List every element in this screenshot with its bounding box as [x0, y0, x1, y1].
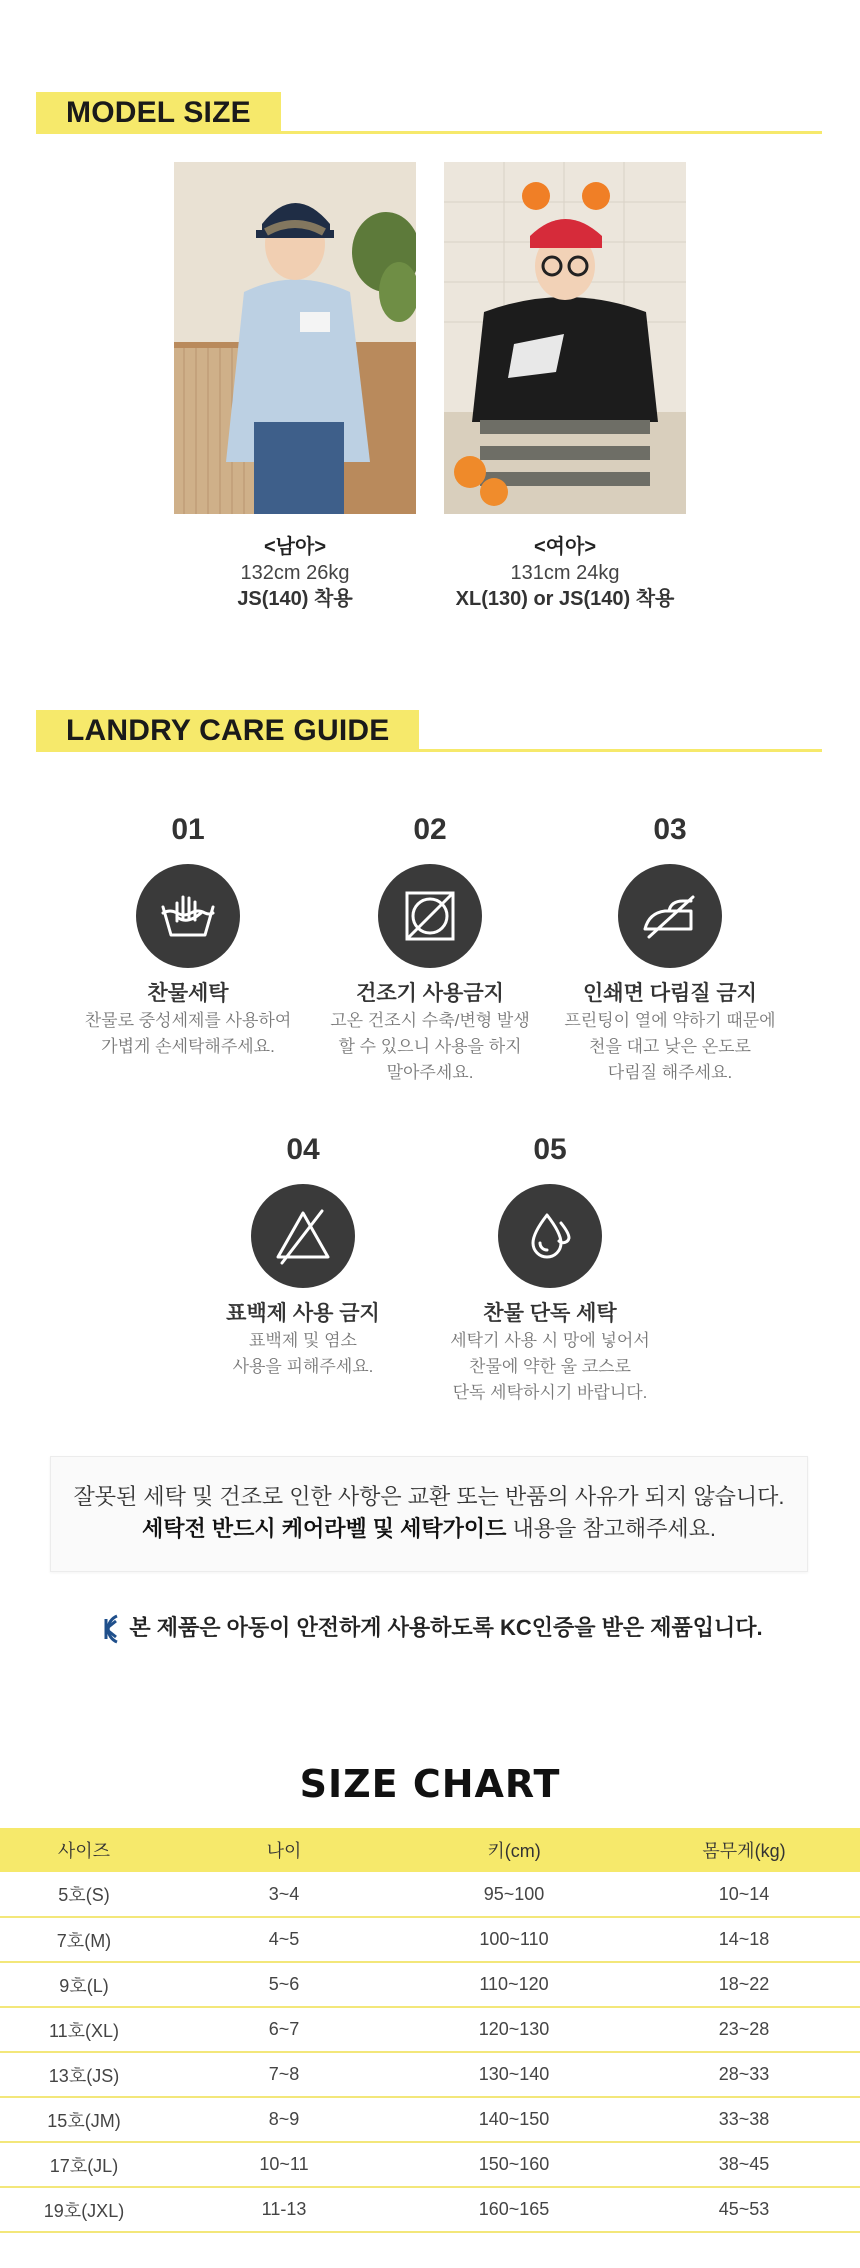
care-title: 표백제 사용 금지	[226, 1302, 380, 1325]
table-cell: 7~8	[168, 2052, 400, 2097]
model-label: <남아>	[264, 536, 326, 558]
kc-mark-icon	[97, 1613, 121, 1645]
model-size-heading: MODEL SIZE	[36, 92, 281, 134]
table-cell: 10~11	[168, 2142, 400, 2187]
care-guide-heading: LANDRY CARE GUIDE	[36, 710, 419, 752]
column-header: 나이	[168, 1828, 400, 1872]
wash-notice-box	[50, 1456, 808, 1572]
table-cell: 33~38	[628, 2097, 860, 2142]
care-icon-circle	[378, 864, 482, 968]
care-icon-circle	[618, 864, 722, 968]
care-item-no-iron-print	[555, 810, 785, 1086]
table-cell: 19호(JXL)	[0, 2187, 168, 2232]
kc-text: 본 제품은 아동이 안전하게 사용하도록 KC인증을 받은 제품입니다.	[129, 1615, 763, 1640]
care-icon-circle	[251, 1184, 355, 1288]
table-cell: 17호(JL)	[0, 2142, 168, 2187]
notice-line-2-rest: 내용을 참고해주세요.	[506, 1516, 717, 1541]
table-row	[0, 2052, 860, 2097]
care-desc-line: 표백제 및 염소	[249, 1331, 357, 1350]
model-fit-size: XL(130) or JS(140) 착용	[455, 588, 675, 610]
table-cell: 23~28	[628, 2007, 860, 2052]
table-row	[0, 2142, 860, 2187]
table-cell: 160~165	[400, 2187, 628, 2232]
care-desc-line: 찬물에 약한 울 코스로	[469, 1357, 631, 1376]
no-tumble-dry-icon	[399, 885, 461, 947]
table-cell: 4~5	[168, 1917, 400, 1962]
care-title: 찬물세탁	[147, 982, 229, 1005]
water-drop-icon	[519, 1205, 581, 1267]
care-item-no-dryer	[315, 810, 545, 1086]
size-chart-title: SIZE CHART	[299, 1762, 561, 1806]
table-cell: 7호(M)	[0, 1917, 168, 1962]
model-fit-size: JS(140) 착용	[237, 588, 353, 610]
column-header: 몸무게(kg)	[628, 1828, 860, 1872]
table-row	[0, 2187, 860, 2232]
model-stats: 131cm 24kg	[510, 562, 620, 584]
table-cell: 100~110	[400, 1917, 628, 1962]
care-item-hand-wash	[73, 810, 303, 1060]
care-desc-line: 단독 세탁하시기 바랍니다.	[452, 1383, 648, 1402]
care-description	[435, 1328, 665, 1406]
table-cell: 10~14	[628, 1872, 860, 1917]
care-icon-circle	[498, 1184, 602, 1288]
table-row	[0, 2007, 860, 2052]
table-cell: 28~33	[628, 2052, 860, 2097]
table-cell: 140~150	[400, 2097, 628, 2142]
care-desc-line: 고온 건조시 수축/변형 발생	[330, 1011, 530, 1030]
girl-model-photo	[444, 162, 686, 514]
table-cell: 38~45	[628, 2142, 860, 2187]
care-desc-line: 다림질 해주세요.	[607, 1063, 733, 1082]
table-cell: 150~160	[400, 2142, 628, 2187]
care-desc-line: 할 수 있으니 사용을 하지	[338, 1037, 522, 1056]
table-row	[0, 1917, 860, 1962]
hand-wash-icon	[157, 885, 219, 947]
table-cell: 13호(JS)	[0, 2052, 168, 2097]
care-title: 건조기 사용금지	[356, 982, 504, 1005]
care-number: 02	[413, 813, 447, 846]
boy-model-caption	[145, 534, 445, 612]
care-description	[188, 1328, 418, 1380]
table-cell: 120~130	[400, 2007, 628, 2052]
care-desc-line: 말아주세요.	[386, 1063, 474, 1082]
care-description	[73, 1008, 303, 1060]
care-desc-line: 가볍게 손세탁해주세요.	[101, 1037, 275, 1056]
care-icon-circle	[136, 864, 240, 968]
notice-line-1: 잘못된 세탁 및 건조로 인한 사항은 교환 또는 반품의 사유가 되지 않습니다.	[73, 1484, 785, 1509]
care-item-cold-wash-alone	[435, 1130, 665, 1406]
care-desc-line: 세탁기 사용 시 망에 넣어서	[450, 1331, 650, 1350]
care-number: 03	[653, 813, 687, 846]
table-cell: 5호(S)	[0, 1872, 168, 1917]
column-header: 키(cm)	[400, 1828, 628, 1872]
notice-line-2	[51, 1513, 807, 1545]
table-cell: 5~6	[168, 1962, 400, 2007]
table-cell: 45~53	[628, 2187, 860, 2232]
model-stats: 132cm 26kg	[240, 562, 350, 584]
table-cell: 18~22	[628, 1962, 860, 2007]
care-number: 04	[286, 1133, 320, 1166]
table-header-row	[0, 1828, 860, 1872]
kc-certification	[0, 1610, 860, 1646]
boy-model-photo	[174, 162, 416, 514]
no-bleach-icon	[272, 1205, 334, 1267]
care-number: 05	[533, 1133, 567, 1166]
table-cell: 14~18	[628, 1917, 860, 1962]
table-cell: 9호(L)	[0, 1962, 168, 2007]
notice-emphasis: 세탁전 반드시 케어라벨 및 세탁가이드	[141, 1516, 507, 1541]
table-cell: 11호(XL)	[0, 2007, 168, 2052]
girl-model-caption	[415, 534, 715, 612]
size-chart-table	[0, 1828, 860, 2233]
care-item-no-bleach	[188, 1130, 418, 1380]
table-row	[0, 2097, 860, 2142]
table-cell: 95~100	[400, 1872, 628, 1917]
table-cell: 11-13	[168, 2187, 400, 2232]
table-cell: 3~4	[168, 1872, 400, 1917]
care-desc-line: 천을 대고 낮은 온도로	[589, 1037, 751, 1056]
table-row	[0, 1962, 860, 2007]
care-number: 01	[171, 813, 205, 846]
table-cell: 15호(JM)	[0, 2097, 168, 2142]
table-cell: 8~9	[168, 2097, 400, 2142]
care-title: 찬물 단독 세탁	[483, 1302, 617, 1325]
care-guide-header	[36, 710, 822, 752]
care-desc-line: 사용을 피해주세요.	[232, 1357, 374, 1376]
model-label: <여아>	[534, 536, 596, 558]
column-header: 사이즈	[0, 1828, 168, 1872]
no-iron-icon	[639, 885, 701, 947]
model-size-header	[36, 92, 822, 134]
table-cell: 110~120	[400, 1962, 628, 2007]
care-description	[555, 1008, 785, 1086]
care-desc-line: 프린팅이 열에 약하기 때문에	[564, 1011, 776, 1030]
care-title: 인쇄면 다림질 금지	[583, 982, 757, 1005]
care-desc-line: 찬물로 중성세제를 사용하여	[84, 1011, 292, 1030]
table-row	[0, 1872, 860, 1917]
care-description	[315, 1008, 545, 1086]
table-cell: 6~7	[168, 2007, 400, 2052]
table-cell: 130~140	[400, 2052, 628, 2097]
